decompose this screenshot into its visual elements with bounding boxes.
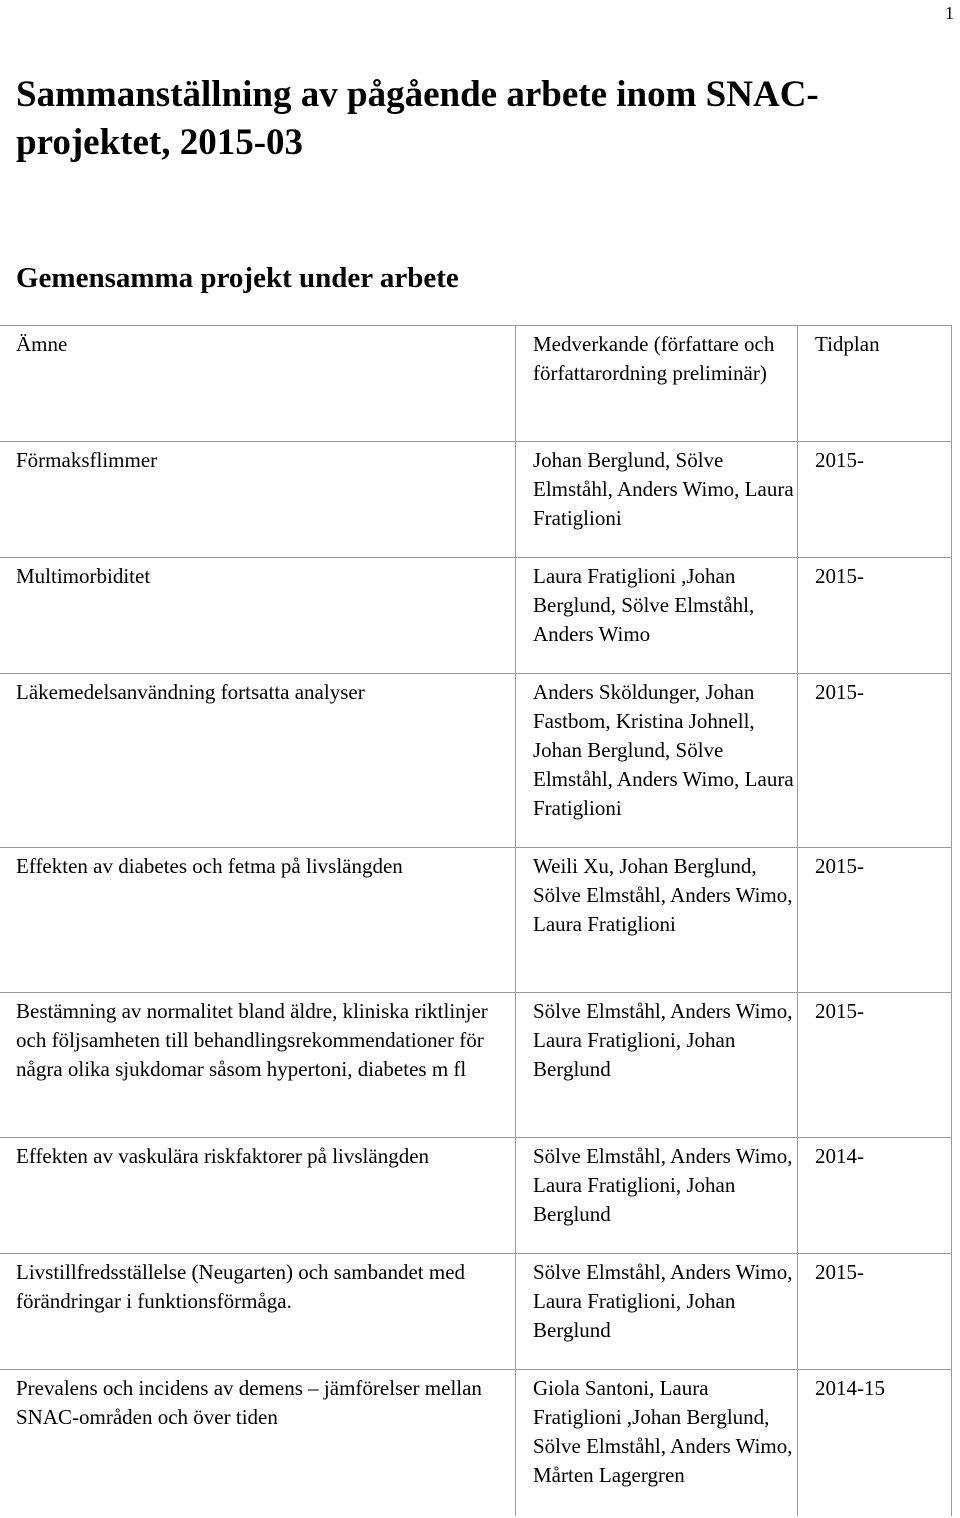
row-schedule: 2015-: [815, 564, 864, 588]
row-contributors: Anders Sköldunger, Johan Fastbom, Kristina Johnell, Johan Berglund, Sölve Elmståhl, Anders Wimo, Laura Fratiglioni: [533, 680, 794, 820]
document-title: Sammanställning av pågående arbete inom SNAC-projektet, 2015-03: [16, 74, 819, 163]
table-row: [0, 1253, 951, 1370]
row-contributors: Sölve Elmståhl, Anders Wimo, Laura Fratiglioni, Johan Berglund: [533, 1144, 793, 1226]
table-row: [0, 1369, 951, 1518]
header-schedule: Tidplan: [815, 332, 880, 356]
row-contributors: Sölve Elmståhl, Anders Wimo, Laura Fratiglioni, Johan Berglund: [533, 999, 793, 1081]
section-heading: Gemensamma projekt under arbete: [16, 262, 459, 294]
row-schedule: 2015-: [815, 448, 864, 472]
row-subject: Effekten av diabetes och fetma på livslängden: [16, 854, 403, 878]
row-contributors: Laura Fratiglioni ,Johan Berglund, Sölve Elmståhl, Anders Wimo: [533, 564, 755, 646]
row-subject: Prevalens och incidens av demens – jämförelser mellan SNAC-områden och över tiden: [16, 1376, 482, 1429]
row-schedule: 2015-: [815, 999, 864, 1023]
table-row: [0, 441, 951, 558]
row-subject: Läkemedelsanvändning fortsatta analyser: [16, 680, 365, 704]
row-contributors: Sölve Elmståhl, Anders Wimo, Laura Fratiglioni, Johan Berglund: [533, 1260, 793, 1342]
row-contributors: Giola Santoni, Laura Fratiglioni ,Johan Berglund, Sölve Elmståhl, Anders Wimo, Mårten Lagergren: [533, 1376, 793, 1487]
header-contributors: Medverkande (författare och författarordning preliminär): [533, 332, 775, 385]
row-schedule: 2015-: [815, 1260, 864, 1284]
row-schedule: 2014-: [815, 1144, 864, 1168]
row-contributors: Weili Xu, Johan Berglund, Sölve Elmståhl, Anders Wimo, Laura Fratiglioni: [533, 854, 793, 936]
table-header-row: [0, 326, 951, 441]
table-row: [0, 557, 951, 674]
header-subject: Ämne: [16, 332, 68, 356]
table-row: [0, 673, 951, 848]
projects-table: [0, 325, 952, 1516]
row-schedule: 2015-: [815, 854, 864, 878]
row-subject: Förmaksflimmer: [16, 448, 158, 472]
row-subject: Effekten av vaskulära riskfaktorer på livslängden: [16, 1144, 430, 1168]
row-subject: Bestämning av normalitet bland äldre, kliniska riktlinjer och följsamheten till behandlingsrekommendationer för några olika sjukdomar såsom hypertoni, diabetes m fl: [16, 999, 488, 1081]
row-schedule: 2014-15: [815, 1376, 885, 1400]
table-row: [0, 992, 951, 1138]
row-subject: Livstillfredsställelse (Neugarten) och sambandet med förändringar i funktionsförmåga.: [16, 1260, 466, 1313]
table-row: [0, 1137, 951, 1254]
page-number: 1: [945, 3, 954, 23]
row-schedule: 2015-: [815, 680, 864, 704]
row-subject: Multimorbiditet: [16, 564, 151, 588]
table-row: [0, 847, 951, 993]
row-contributors: Johan Berglund, Sölve Elmståhl, Anders Wimo, Laura Fratiglioni: [533, 448, 794, 530]
